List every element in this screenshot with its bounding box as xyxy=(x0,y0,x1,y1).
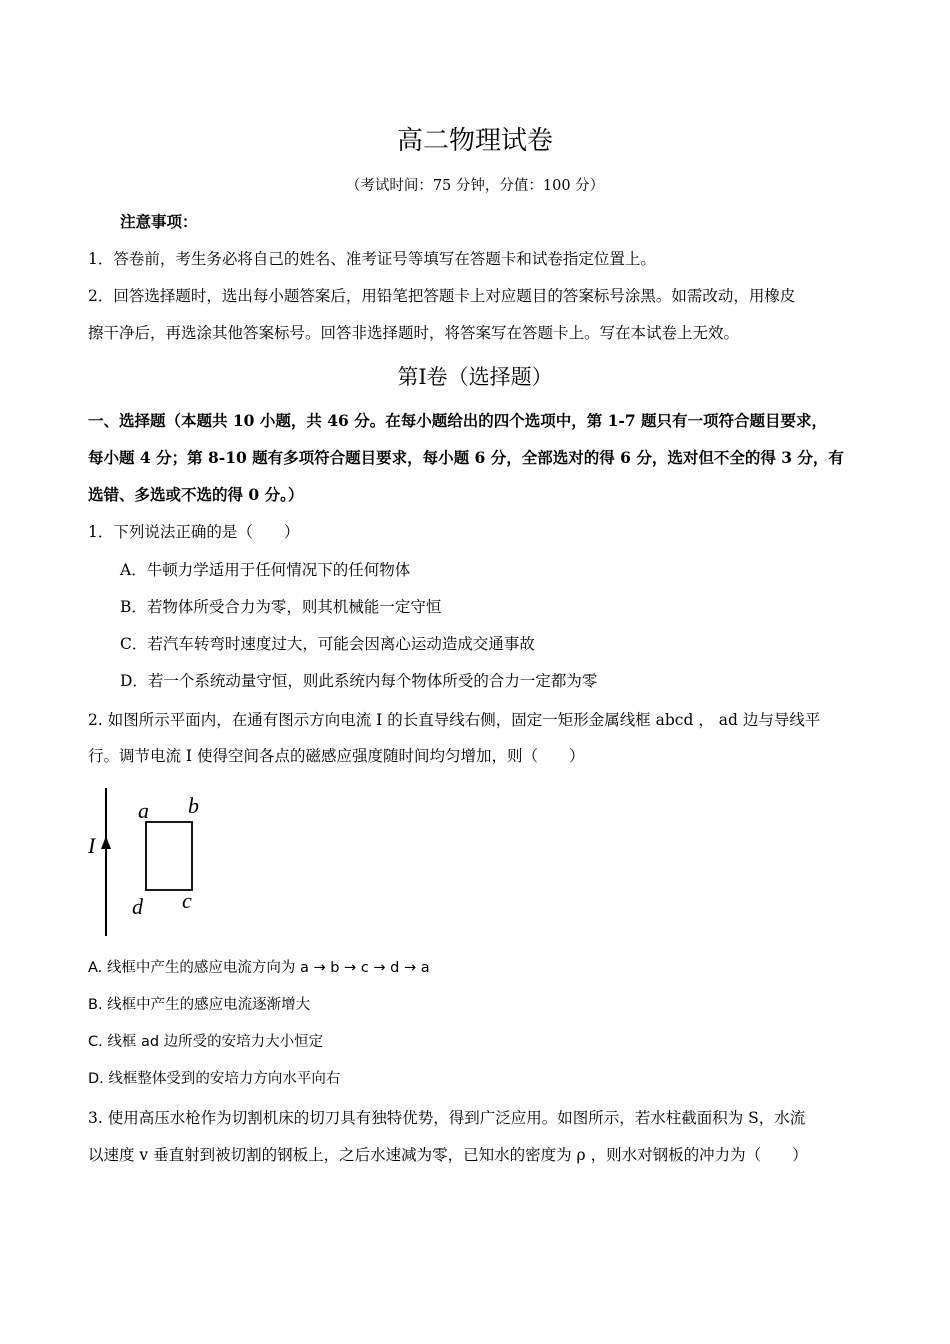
q2-option-c: C. 线框 ad 边所受的安培力大小恒定 xyxy=(88,1034,324,1050)
q1-option-c: C．若汽车转弯时速度过大，可能会因离心运动造成交通事故 xyxy=(120,635,535,653)
q3-stem-1: 3. 使用高压水枪作为切割机床的切刀具有独特优势，得到广泛应用。如图所示，若水柱截面积为 S，水流 xyxy=(88,1109,806,1127)
current-label: I xyxy=(88,833,96,858)
q2-option-d: D. 线框整体受到的安培力方向水平向右 xyxy=(88,1071,341,1087)
q3-stem-2: 以速度 v 垂直射到被切割的钢板上，之后水速减为零，已知水的密度为 ρ ，则水对钢板的冲力为（ ） xyxy=(88,1146,808,1164)
q2-stem-2: 行。调节电流 I 使得空间各点的磁感应强度随时间均匀增加，则（ ） xyxy=(88,747,585,765)
section-instructions-2: 每小题 4 分；第 8-10 题有多项符合题目要求，每小题 6 分，全部选对的得 6 分，选对但不全的得 3 分，有 xyxy=(88,448,844,467)
q2-wire-loop-figure xyxy=(80,784,210,944)
notice-item-2-cont: 擦干净后，再选涂其他答案标号。回答非选择题时，将答案写在答题卡上。写在本试卷上无效。 xyxy=(88,324,740,342)
section-instructions-3: 选错、多选或不选的得 0 分。） xyxy=(88,485,304,504)
q1-option-d: D．若一个系统动量守恒，则此系统内每个物体所受的合力一定都为零 xyxy=(120,672,598,690)
q2-option-b: B. 线框中产生的感应电流逐渐增大 xyxy=(88,997,311,1013)
corner-label-c: c xyxy=(182,888,192,913)
exam-info: （考试时间：75 分钟，分值：100 分） xyxy=(345,178,605,194)
section-title: 第Ⅰ卷（选择题） xyxy=(397,365,553,389)
rectangular-loop xyxy=(146,822,192,890)
notice-item-2: 2．回答选择题时，选出每小题答案后，用铅笔把答题卡上对应题目的答案标号涂黑。如需改动，用橡皮 xyxy=(88,287,796,305)
q1-stem: 1．下列说法正确的是（ ） xyxy=(88,523,300,541)
corner-label-a: a xyxy=(138,798,149,823)
q1-option-a: A．牛顿力学适用于任何情况下的任何物体 xyxy=(120,561,411,579)
page-title: 高二物理试卷 xyxy=(396,126,553,156)
q2-stem-1: 2. 如图所示平面内，在通有图示方向电流 I 的长直导线右侧，固定一矩形金属线框 abcd ， ad 边与导线平 xyxy=(88,711,821,729)
notice-heading: 注意事项： xyxy=(120,212,198,231)
corner-label-d: d xyxy=(132,894,143,919)
q1-option-b: B．若物体所受合力为零，则其机械能一定守恒 xyxy=(120,598,442,616)
corner-label-b: b xyxy=(188,793,199,818)
section-instructions-1: 一、选择题（本题共 10 小题，共 46 分。在每小题给出的四个选项中，第 1-7 题只有一项符合题目要求， xyxy=(88,411,828,430)
notice-item-1: 1．答卷前，考生务必将自己的姓名、准考证号等填写在答题卡和试卷指定位置上。 xyxy=(88,250,656,268)
current-direction-arrow-icon xyxy=(101,836,111,849)
q2-option-a: A. 线框中产生的感应电流方向为 a → b → c → d → a xyxy=(88,960,430,976)
